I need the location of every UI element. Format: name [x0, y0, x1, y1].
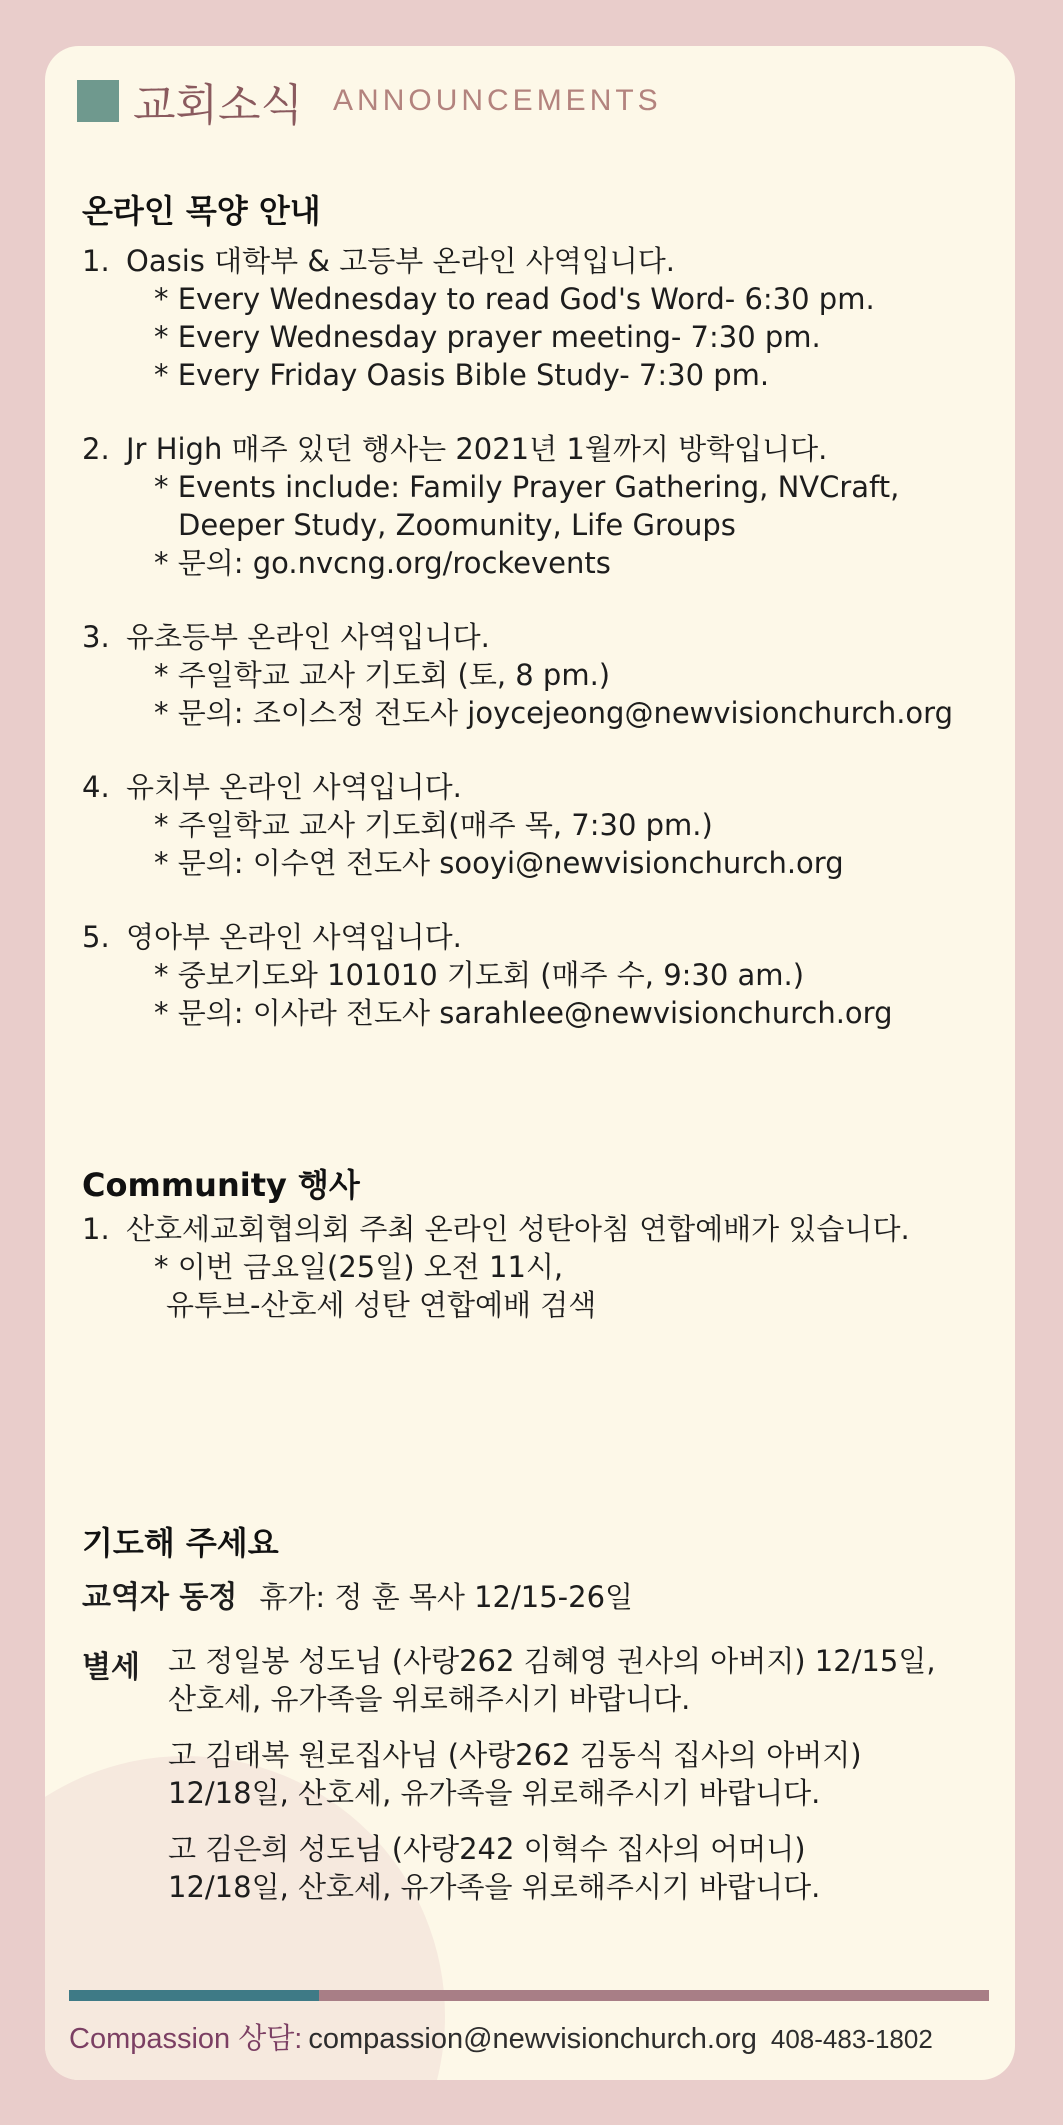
item-sub: Deeper Study, Zoomunity, Life Groups — [178, 508, 736, 542]
memorial-item — [168, 1642, 936, 1718]
item-number: 1. — [82, 244, 110, 278]
item-sub: * 주일학교 교사 기도회(매주 목, 7:30 pm.) — [154, 808, 713, 842]
header-title-en: ANNOUNCEMENTS — [333, 84, 662, 117]
item-text: Oasis 대학부 & 고등부 온라인 사역입니다. — [126, 244, 675, 278]
list-item — [82, 1210, 1012, 1324]
footer-bar-right — [319, 1990, 989, 2001]
memorial-line: 산호세, 유가족을 위로해주시기 바랍니다. — [168, 1682, 691, 1716]
header-square-icon — [77, 80, 119, 122]
item-sub: * Every Wednesday prayer meeting- 7:30 pm. — [154, 320, 821, 354]
list-item — [82, 618, 1012, 732]
list-item — [82, 768, 1012, 882]
item-number: 5. — [82, 920, 110, 954]
item-number: 3. — [82, 620, 110, 654]
item-sub: * 문의: 이사라 전도사 sarahlee@newvisionchurch.org — [154, 996, 893, 1030]
memorial-item — [168, 1736, 936, 1812]
announcement-card — [45, 46, 1015, 2080]
online-section-title: 온라인 목양 안내 — [82, 192, 321, 230]
item-text: 산호세교회협의회 주최 온라인 성탄아침 연합예배가 있습니다. — [126, 1212, 910, 1246]
list-item — [82, 430, 1012, 582]
item-number: 1. — [82, 1212, 110, 1246]
item-sub: * Events include: Family Prayer Gathering, NVCraft, — [154, 470, 900, 504]
item-sub: 유투브-산호세 성탄 연합예배 검색 — [166, 1288, 597, 1322]
item-sub: * 문의: 이수연 전도사 sooyi@newvisionchurch.org — [154, 846, 844, 880]
prayer-section — [82, 1572, 1012, 1924]
staff-row — [82, 1572, 1012, 1616]
memorial-list — [168, 1642, 936, 1924]
item-text: Jr High 매주 있던 행사는 2021년 1월까지 방학입니다. — [126, 432, 828, 466]
list-item — [82, 918, 1012, 1032]
item-sub: * Every Friday Oasis Bible Study- 7:30 pm. — [154, 358, 770, 392]
memorial-item — [168, 1830, 936, 1906]
footer-email-link[interactable]: compassion@newvisionchurch.org — [308, 2023, 757, 2055]
list-item — [82, 242, 1012, 394]
footer-bar — [69, 1990, 989, 2001]
memorial-line: 12/18일, 산호세, 유가족을 위로해주시기 바랍니다. — [168, 1870, 821, 1904]
item-text: 영아부 온라인 사역입니다. — [126, 920, 462, 954]
footer-bar-left — [69, 1990, 319, 2001]
staff-text: 휴가: 정 훈 목사 12/15-26일 — [259, 1580, 634, 1614]
item-sub: * 문의: go.nvcng.org/rockevents — [154, 546, 611, 580]
footer — [69, 2016, 933, 2057]
item-number: 2. — [82, 432, 110, 466]
item-sub: * 중보기도와 101010 기도회 (매주 수, 9:30 am.) — [154, 958, 805, 992]
memorial-line: 고 김은희 성도님 (사랑242 이혁수 집사의 어머니) — [168, 1832, 806, 1866]
community-section-title: Community 행사 — [82, 1166, 360, 1204]
header-title-ko: 교회소식 — [133, 80, 304, 131]
item-sub: * 주일학교 교사 기도회 (토, 8 pm.) — [154, 658, 611, 692]
item-sub: * 문의: 조이스정 전도사 joycejeong@newvisionchurch.org — [154, 696, 953, 730]
item-sub: * 이번 금요일(25일) 오전 11시, — [154, 1250, 564, 1284]
memorial-row — [82, 1642, 1012, 1924]
memorial-line: 고 김태복 원로집사님 (사랑262 김동식 집사의 아버지) — [168, 1738, 862, 1772]
memorial-line: 고 정일봉 성도님 (사랑262 김혜영 권사의 아버지) 12/15일, — [168, 1644, 936, 1678]
online-list — [82, 242, 1012, 1068]
footer-phone: 408-483-1802 — [770, 2024, 933, 2054]
memorial-line: 12/18일, 산호세, 유가족을 위로해주시기 바랍니다. — [168, 1776, 821, 1810]
footer-label: Compassion 상담: — [69, 2023, 303, 2055]
header — [77, 76, 662, 131]
community-list — [82, 1210, 1012, 1360]
staff-label: 교역자 동정 — [82, 1580, 238, 1615]
item-text: 유초등부 온라인 사역입니다. — [126, 620, 490, 654]
memorial-label: 별세 — [82, 1650, 140, 1685]
item-number: 4. — [82, 770, 110, 804]
item-text: 유치부 온라인 사역입니다. — [126, 770, 462, 804]
prayer-section-title: 기도해 주세요 — [82, 1524, 279, 1562]
item-sub: * Every Wednesday to read God's Word- 6:30 pm. — [154, 282, 875, 316]
